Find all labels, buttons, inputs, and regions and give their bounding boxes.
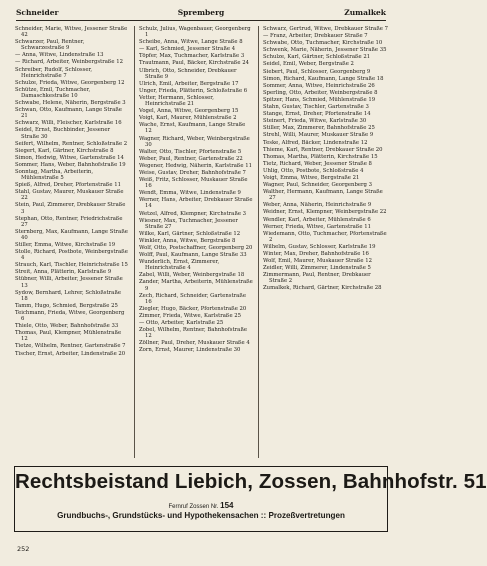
directory-entry: Strauch, Karl, Tischler, Heinrichstraße 15 [15, 262, 128, 269]
directory-entry: Stiller, Emma, Witwe, Kirchstraße 19 [15, 242, 116, 248]
directory-entry: Weise, Gustav, Dreher, Bahnhofstraße 7 [139, 169, 246, 176]
directory-entry: Voigt, Emma, Witwe, Bergstraße 21 [263, 174, 360, 181]
directory-entry: Stephan, Otto, Rentner, Friedrichstraße 27 [15, 215, 123, 228]
directory-entry: Zabel, Willi, Weber, Weinbergstraße 18 [139, 272, 245, 279]
advertisement-phone-number: 154 [220, 501, 234, 510]
directory-entry: Schwarz, Willi, Fleischer, Karlstraße 16 [15, 120, 122, 127]
directory-entry: Wache, Ernst, Kaufmann, Lange Straße 12 [139, 122, 246, 135]
directory-entry: Schütze, Emil, Tuchmacher, Damaschkestraße 10 [15, 86, 91, 99]
directory-entry: Zumalkek, Richard, Gärtner, Kirchstraße 28 [263, 285, 382, 292]
header-left-keyword: Schneider [16, 8, 59, 17]
directory-entry: Weber, Anna, Näherin, Heinrichstraße 9 [263, 202, 372, 209]
directory-column-1 [15, 26, 129, 459]
directory-entry: Wiedemann, Otto, Tuchmacher, Pfortenstraße 2 [263, 230, 387, 243]
directory-entry: Schwenk, Marie, Näherin, Jessener Straße 35 [263, 47, 387, 54]
directory-entry: Zobel, Wilhelm, Rentner, Bahnhofstraße 12 [139, 327, 247, 340]
directory-entry: Teichmann, Frieda, Witwe, Georgenberg 6 [15, 309, 125, 323]
directory-entry: Streit, Anna, Plätterin, Karlstraße 9 [15, 269, 112, 276]
directory-entry: Tietze, Wilhelm, Rentner, Gartenstraße 7 [15, 343, 126, 350]
directory-entry: Zöllner, Paul, Dreher, Muskauer Straße 4 [139, 340, 250, 347]
directory-entry: Wegener, Hedwig, Näherin, Karlstraße 11 [139, 162, 252, 169]
directory-entry: Sternberg, Max, Kaufmann, Lange Straße 40 [15, 228, 128, 241]
directory-entry: Simon, Richard, Kaufmann, Lange Straße 18 [263, 75, 384, 82]
page-number: 252 [17, 545, 30, 553]
advertisement-phone-label: Fernruf Zossen Nr. [168, 504, 219, 510]
directory-entry: Schwarzer, Paul, Rentner, Schwarzestraße 9 [15, 39, 85, 52]
advertisement-phone [15, 501, 387, 510]
directory-entry: Ulbrich, Otto, Schneider, Drebkauer Straße 9 [139, 67, 237, 80]
directory-entry: Wolf, Otto, Postschaffner, Georgenberg 20 [139, 245, 253, 251]
directory-entry: Schwabe, Otto, Tuchmacher, Kirchstraße 10 [263, 40, 383, 47]
directory-entry: Seidel, Ernst, Buchbinder, Jessener Straße 30 [15, 127, 110, 140]
directory-entry: Sonntag, Martha, Arbeiterin, Mühlenstraße 5 [15, 168, 94, 182]
directory-entry: Werner, Hans, Arbeiter, Drebkauer Straße 14 [139, 197, 253, 210]
directory-entry: Seifert, Wilhelm, Rentner, Schloßstraße 2 [15, 140, 128, 147]
directory-entry: Ziegler, Hugo, Bäcker, Pfortenstraße 20 [139, 305, 247, 312]
directory-entry: Stübner, Willi, Arbeiter, Jessener Straße 13 [15, 276, 123, 289]
directory-entry: Uhlig, Otto, Postbote, Schloßstraße 4 [263, 167, 364, 174]
directory-entry: Spieß, Alfred, Dreher, Pfortenstraße 11 [15, 182, 121, 189]
directory-entry: Stahn, Gustav, Tischler, Gartenstraße 3 [263, 104, 369, 111]
directory-entry: Sommer, Anna, Witwe, Heinrichstraße 26 [263, 82, 375, 89]
directory-entry: Zech, Richard, Schneider, Gartenstraße 16 [139, 292, 246, 305]
directory-entry: Stiller, Max, Zimmerer, Bahnhofstraße 25 [263, 125, 375, 132]
directory-entry: Weiß, Fritz, Schlosser, Muskauer Straße 16 [139, 177, 248, 190]
directory-entry: Simon, Hedwig, Witwe, Gartenstraße 14 [15, 154, 124, 161]
directory-entry: Scheibe, Anna, Witwe, Lange Straße 8 [139, 39, 243, 46]
advertisement-title: Rechtsbeistand Liebich, Zossen, Bahnhofstr. 51 [15, 470, 487, 493]
directory-entry: Winkler, Anna, Witwe, Bergstraße 8 [139, 237, 236, 244]
directory-column-3 [263, 26, 388, 459]
directory-entry: Siegert, Karl, Gärtner, Kirchstraße 8 [15, 147, 114, 154]
directory-entry: Stahl, Gustav, Maurer, Muskauer Straße 22 [15, 189, 124, 202]
directory-entry: Sperling, Otto, Arbeiter, Weinbergstraße 8 [263, 89, 378, 96]
directory-entry: Wendler, Karl, Arbeiter, Mühlenstraße 6 [263, 216, 371, 223]
directory-entry: Vogel, Anna, Witwe, Georgenberg 15 [139, 108, 239, 115]
directory-entry: Thomas, Martha, Plätterin, Kirchstraße 15 [263, 153, 378, 160]
directory-entry: Töpfer, Max, Tuchmacher, Karlstraße 3 [139, 53, 245, 60]
directory-entry: Schneider, Marie, Witwe, Jessener Straße 42 [15, 26, 128, 39]
directory-entry: Winter, Max, Dreher, Bahnhofstraße 16 [263, 251, 369, 257]
directory-entry: Spitzer, Hans, Schmied, Mühlenstraße 19 [263, 96, 376, 103]
directory-entry: Schwarz, Gertrud, Witwe, Drebkauer Straße 7 [263, 26, 388, 32]
directory-entry: — Otto, Arbeiter, Karlstraße 25 [139, 320, 224, 327]
directory-entry: Tischer, Ernst, Arbeiter, Lindenstraße 20 [15, 350, 126, 357]
directory-entry: Wilhelm, Gustav, Schlosser, Karlstraße 19 [263, 243, 376, 250]
directory-entry: Schulz, Julius, Wagenbauer, Georgenberg 1 [139, 26, 251, 39]
directory-entry: Zorn, Ernst, Maurer, Lindenstraße 30 [139, 347, 241, 354]
directory-entry: Thieme, Karl, Rentner, Drebkauer Straße 20 [263, 146, 383, 153]
directory-entry: Werner, Frieda, Witwe, Gartenstraße 11 [263, 223, 371, 230]
directory-entry: Unger, Frieda, Plätterin, Schloßstraße 6 [139, 87, 248, 94]
directory-entry: Wagner, Richard, Weber, Weinbergstraße 30 [139, 135, 250, 148]
directory-column-2 [139, 26, 253, 459]
directory-entry: Stolle, Richard, Postbote, Weinbergstraße 4 [15, 249, 128, 262]
directory-entry: Thomas, Paul, Klempner, Mühlenstraße 12 [15, 330, 122, 343]
directory-entry: Schwan, Otto, Kaufmann, Lange Straße 21 [15, 107, 122, 120]
directory-columns [15, 26, 388, 459]
directory-entry: Zeidler, Willi, Zimmerer, Lindenstraße 5 [263, 265, 371, 272]
directory-entry: Wilke, Karl, Gärtner, Schloßstraße 12 [139, 230, 241, 237]
directory-entry: Schulze, Frieda, Witwe, Georgenberg 12 [15, 79, 125, 86]
page-header [16, 8, 386, 20]
directory-entry: Wolf, Emil, Maurer, Muskauer Straße 12 [263, 258, 372, 265]
directory-entry: Teske, Alfred, Bäcker, Lindenstraße 12 [263, 139, 368, 146]
directory-entry: — Anna, Witwe, Lindenstraße 13 [15, 52, 104, 59]
directory-entry: Wendt, Emma, Witwe, Lindenstraße 9 [139, 190, 241, 197]
directory-entry: Vetter, Hermann, Schlosser, Heinrichstraße 21 [139, 94, 214, 108]
directory-entry: Wolff, Paul, Kaufmann, Lange Straße 33 [139, 252, 247, 259]
directory-entry: Schwabe, Helene, Näherin, Bergstraße 3 [15, 100, 126, 107]
directory-entry: Zimmer, Frieda, Witwe, Karlstraße 25 [139, 312, 242, 319]
directory-entry: Sommer, Hans, Weber, Bahnhofstraße 19 [15, 161, 126, 168]
directory-entry: Ulrich, Emil, Arbeiter, Bergstraße 17 [139, 80, 239, 87]
directory-entry: Sydow, Bernhard, Lehrer, Schloßstraße 18 [15, 289, 121, 302]
directory-entry: Weidner, Ernst, Klempner, Weinbergstraße 22 [263, 209, 387, 216]
directory-entry: Walter, Otto, Tischler, Pfortenstraße 5 [139, 148, 242, 155]
directory-entry: Wagner, Paul, Schneider, Georgenberg 3 [263, 182, 372, 189]
advertisement-services: Grundbuchs-, Grundstücks- und Hypothekensachen :: Prozeßvertretungen [57, 511, 345, 520]
advertisement-box [14, 466, 487, 532]
directory-entry: Tamm, Hugo, Schmied, Bergstraße 25 [15, 302, 118, 309]
directory-entry: — Franz, Arbeiter, Drebkauer Straße 7 [263, 33, 368, 40]
header-rule [16, 20, 386, 21]
directory-entry: Wiesner, Max, Tuchmacher, Jessener Straße 27 [139, 217, 238, 230]
directory-entry: Weber, Paul, Rentner, Gartenstraße 22 [139, 155, 243, 162]
directory-entry: Zimmermann, Paul, Rentner, Drebkauer Straße 2 [263, 272, 371, 285]
header-right-keyword: Zumalkek [344, 8, 386, 17]
directory-entry: Wetzel, Alfred, Klempner, Kirchstraße 3 [139, 210, 247, 217]
directory-entry: Stange, Ernst, Dreher, Pfortenstraße 14 [263, 111, 371, 118]
directory-entry: — Richard, Arbeiter, Weinbergstraße 12 [15, 59, 123, 66]
directory-entry: Trautmann, Paul, Bäcker, Kirchstraße 24 [139, 60, 249, 67]
directory-entry: Walther, Hermann, Kaufmann, Lange Straße 27 [263, 189, 383, 202]
directory-entry: Strehl, Willi, Maurer, Muskauer Straße 9 [263, 132, 374, 139]
directory-entry: Stein, Paul, Zimmerer, Drebkauer Straße 3 [15, 202, 126, 215]
directory-entry: Schreiber, Rudolf, Schlosser, Heinrichstraße 7 [15, 66, 93, 79]
directory-entry: Tietz, Richard, Weber, Jessener Straße 8 [263, 160, 372, 167]
directory-entry: Siebert, Paul, Schlosser, Georgenberg 9 [263, 68, 371, 75]
directory-entry: Thiele, Otto, Weber, Bahnhofstraße 33 [15, 323, 119, 330]
directory-entry: Seidel, Emil, Weber, Bergstraße 2 [263, 61, 354, 68]
directory-entry: Zander, Martha, Arbeiterin, Mühlenstraße 9 [139, 279, 253, 292]
directory-entry: Steinert, Frieda, Witwe, Karlstraße 30 [263, 118, 367, 125]
directory-entry: Schulze, Karl, Gärtner, Schloßstraße 21 [263, 54, 371, 61]
header-town-title: Spremberg [177, 8, 225, 17]
directory-entry: — Karl, Schmied, Jessener Straße 4 [139, 46, 236, 53]
directory-entry: Wunderlich, Ernst, Zimmerer, Heinrichstraße 4 [139, 259, 220, 272]
directory-entry: Voigt, Karl, Maurer, Mühlenstraße 2 [139, 115, 237, 122]
